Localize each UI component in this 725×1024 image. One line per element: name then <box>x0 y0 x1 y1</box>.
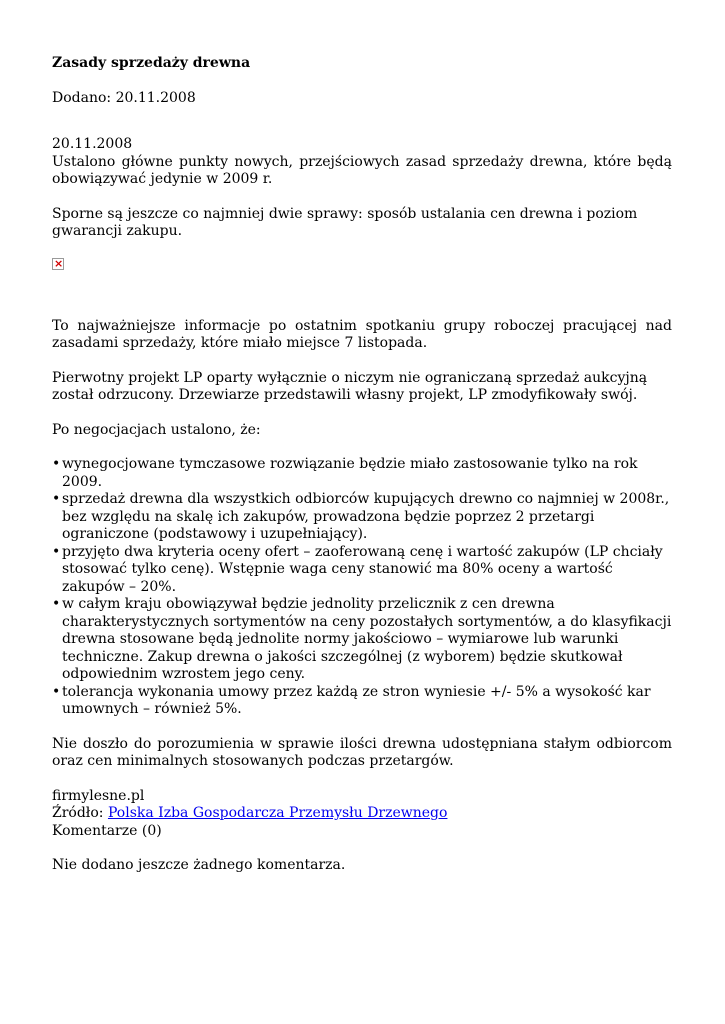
list-item: • w całym kraju obowiązywał będzie jednolity przelicznik z cen drewna charakterystycznych sortymentów na ceny pozostałych sortymentów, a do klasyfikacji drewna stosowane będą jednolite normy jakościowo – wymiarowe lub warunki techniczne. Zakup drewna o jakości szczególnej (z wyborem) będzie skutkował odpowiednim wzrostem jego ceny. <box>52 596 672 684</box>
dispute-paragraph: Sporne są jeszcze co najmniej dwie sprawy: sposób ustalania cen drewna i poziom gwarancji zakupu. <box>52 205 638 239</box>
source-link[interactable]: Polska Izba Gospodarcza Przemysłu Drzewnego <box>107 805 448 821</box>
site-name: firmylesne.pl <box>52 787 145 804</box>
date-added: Dodano: 20.11.2008 <box>52 89 196 106</box>
list-item: • tolerancja wykonania umowy przez każdą ze stron wyniesie +/- 5% a wysokość kar umownych – również 5%. <box>52 684 672 719</box>
paragraph-project: Pierwotny projekt LP oparty wyłącznie o niczym nie ograniczaną sprzedaż aukcyjną został odrzucony. Drzewiarze przedstawili własny projekt, LP zmodyfikowały swój. <box>52 369 648 403</box>
article-footer <box>52 788 672 841</box>
list-item: • sprzedaż drewna dla wszystkich odbiorców kupujących drewno co najmniej w 2008r., bez względu na skalę ich zakupów, prowadzona będzie poprzez 2 przetargi ograniczone (podstawowy i uzupełniający). <box>52 491 672 544</box>
no-comments-text: Nie dodano jeszcze żadnego komentarza. <box>52 857 346 873</box>
paragraph-no-agreement: Nie doszło do porozumienia w sprawie ilości drewna udostępniana stałym odbiorcom oraz cen minimalnych stosowanych podczas przetargów. <box>52 735 672 769</box>
paragraph-negotiations: Po negocjacjach ustalono, że: <box>52 421 261 438</box>
list-item: • wynegocjowane tymczasowe rozwiązanie będzie miało zastosowanie tylko na rok 2009. <box>52 456 672 491</box>
article-title: Zasady sprzedaży drewna <box>52 55 251 71</box>
source-line <box>52 805 672 823</box>
broken-image-icon <box>52 258 64 270</box>
source-label: Źródło: <box>52 805 108 821</box>
agreement-list <box>52 456 672 719</box>
comments-count: Komentarze (0) <box>52 822 162 839</box>
paragraph-meeting: To najważniejsze informacje po ostatnim spotkaniu grupy roboczej pracującej nad zasadami sprzedaży, które miało miejsce 7 listopada. <box>52 317 672 351</box>
list-item: • przyjęto dwa kryteria oceny ofert – zaoferowaną cenę i wartość zakupów (LP chciały stosować tylko cenę). Wstępnie waga ceny stanowić ma 80% oceny a wartość zakupów – 20%. <box>52 544 672 597</box>
article <box>52 55 672 875</box>
lead-paragraph: Ustalono główne punkty nowych, przejściowych zasad sprzedaży drewna, które będą obowiązywać jedynie w 2009 r. <box>52 153 672 187</box>
article-date: 20.11.2008 <box>52 136 133 152</box>
